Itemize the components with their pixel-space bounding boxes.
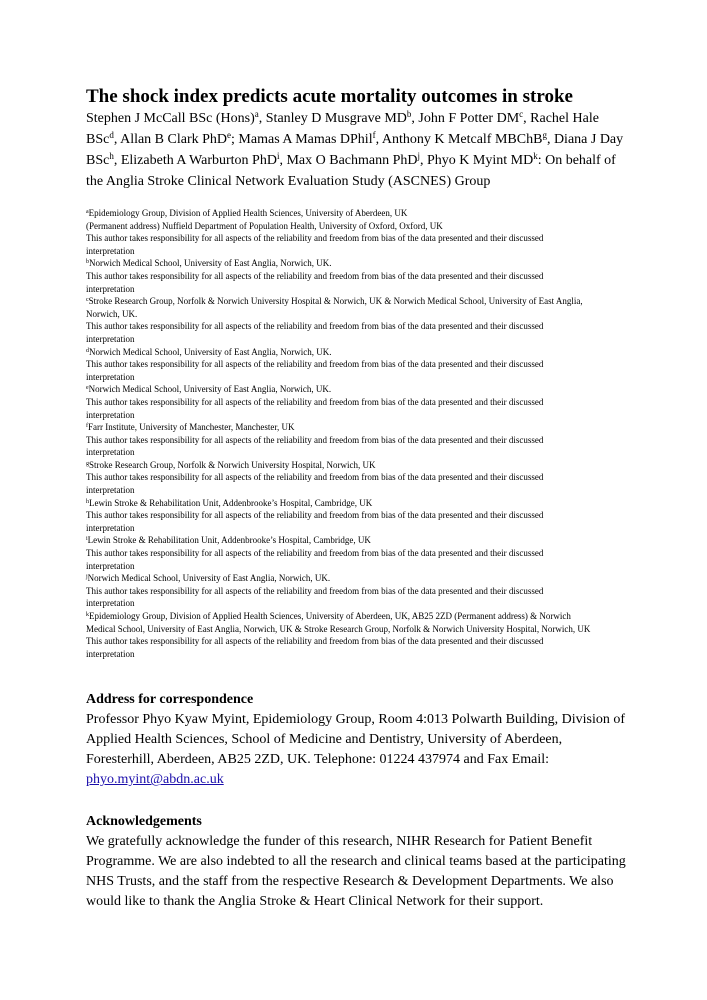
affiliation-entry [86, 207, 626, 257]
author-separator: , [523, 111, 531, 126]
author-name: Allan B Clark PhD [120, 132, 228, 147]
affiliation-marker: a [86, 209, 89, 215]
acknowledgements-section [86, 812, 626, 912]
affiliation-line [86, 333, 626, 346]
author-separator: , [113, 132, 121, 147]
author-name: Diana J Day BSc [86, 132, 624, 168]
author-affiliation-marker: k [533, 151, 538, 161]
affiliation-text: This author takes responsibility for all aspects of the reliability and freedom from bias of the data presented and their discussed [86, 321, 544, 332]
affiliation-line [86, 547, 626, 560]
affiliation-text: Farr Institute, University of Manchester, Manchester, UK [88, 422, 295, 433]
affiliation-line [86, 383, 626, 396]
affiliation-text: Norwich, UK. [86, 308, 138, 319]
affiliation-text: interpretation [86, 409, 135, 420]
affiliation-line [86, 207, 626, 220]
affiliation-text: This author takes responsibility for all aspects of the reliability and freedom from bias of the data presented and their discussed [86, 396, 544, 407]
author-items [86, 111, 623, 168]
affiliation-entry [86, 383, 626, 421]
affiliation-text: This author takes responsibility for all aspects of the reliability and freedom from bias of the data presented and their discussed [86, 472, 544, 483]
author-name: Rachel Hale BSc [86, 111, 599, 147]
affiliation-entry [86, 534, 626, 572]
author-affiliation-marker: f [372, 130, 376, 140]
affiliation-line [86, 522, 626, 535]
affiliation-text: Norwich Medical School, University of East Anglia, Norwich, UK. [89, 346, 332, 357]
affiliation-text: This author takes responsibility for all aspects of the reliability and freedom from bias of the data presented and their discussed [86, 636, 544, 647]
author-affiliation-marker: g [542, 130, 547, 140]
author-name: Stephen J McCall BSc (Hons) [86, 111, 255, 126]
affiliation-line [86, 396, 626, 409]
affiliation-line [86, 471, 626, 484]
affiliation-line [86, 245, 626, 258]
affiliation-text: Norwich Medical School, University of East Anglia, Norwich, UK. [87, 573, 331, 584]
affiliation-text: This author takes responsibility for all aspects of the reliability and freedom from bias of the data presented and their discussed [86, 359, 544, 370]
affiliation-text: Norwich Medical School, University of East Anglia, Norwich, UK. [89, 258, 332, 269]
affiliation-line [86, 295, 626, 308]
affiliation-marker: e [86, 385, 89, 392]
affiliation-line [86, 434, 626, 447]
affiliation-line [86, 648, 626, 661]
author-affiliation-marker: d [109, 130, 114, 140]
author-affiliation-marker: i [276, 151, 280, 161]
correspondence-address: Professor Phyo Kyaw Myint, Epidemiology Group, Room 4:013 Polwarth Building, Division of Applied Health Sciences, School of Medicine and Dentistry, University of Aberdeen, Foresterhill, Aberdeen, AB25 2ZD, UK. Telephone: 01224 437974 and Fax Email: [86, 712, 625, 768]
author-name: Phyo K Myint MD [427, 153, 534, 168]
affiliation-entry [86, 295, 626, 345]
affiliation-text: Medical School, University of East Anglia, Norwich, UK & Stroke Research Group, Norfolk & Norwich University Hospital, Norwich, UK [86, 623, 591, 634]
author-affiliation-marker: b [406, 109, 412, 119]
affiliation-line [86, 509, 626, 522]
affiliation-line [86, 257, 626, 270]
affiliation-text: interpretation [86, 371, 135, 382]
affiliation-line [86, 597, 626, 610]
acknowledgements-heading: Acknowledgements [86, 814, 202, 830]
affiliation-text: Lewin Stroke & Rehabilitation Unit, Addenbrooke’s Hospital, Cambridge, UK [87, 535, 371, 546]
author-affiliation-marker: c [519, 109, 524, 119]
affiliation-line [86, 459, 626, 472]
affiliation-text: Stroke Research Group, Norfolk & Norwich University Hospital, Norwich, UK [89, 459, 376, 470]
author-affiliation-marker: h [109, 151, 114, 161]
affiliation-line [86, 585, 626, 598]
affiliation-marker: b [86, 259, 89, 266]
affiliation-line [86, 572, 626, 585]
affiliation-text: interpretation [86, 245, 135, 256]
affiliation-text: Norwich Medical School, University of East Anglia, Norwich, UK. [88, 384, 332, 395]
author-affiliation-marker: a [254, 109, 259, 119]
affiliation-marker: h [86, 498, 89, 505]
paper-title: The shock index predicts acute mortality outcomes in stroke [86, 86, 573, 107]
affiliation-line [86, 320, 626, 333]
author-name: Stanley D Musgrave MD [265, 111, 407, 126]
author-name: Elizabeth A Warburton PhD [120, 153, 277, 168]
affiliation-entry [86, 346, 626, 384]
affiliation-entry [86, 610, 626, 660]
affiliation-entry [86, 421, 626, 459]
affiliation-line [86, 371, 626, 384]
affiliation-list [86, 207, 626, 660]
author-separator: , [279, 153, 287, 168]
affiliation-text: (Permanent address) Nuffield Department of Population Health, University of Oxford, Oxford, UK [86, 220, 443, 231]
affiliation-text: Epidemiology Group, Division of Applied Health Sciences, University of Aberdeen, UK [88, 208, 408, 218]
author-group-note: On behalf of the Anglia Stroke Clinical Network Evaluation Study (ASCNES) Group [86, 153, 616, 189]
acknowledgements-text: We gratefully acknowledge the funder of this research, NIHR Research for Patient Benefit Programme. We are also indebted to all the research and clinical teams based at the participating NHS Trusts, and the staff from the respective Research & Development Departments. We also would like to thank the Anglia Stroke & Heart Clinical Network for their support. [86, 834, 626, 910]
author-list [86, 108, 626, 192]
affiliation-marker: j [86, 574, 88, 581]
paper-page [86, 86, 626, 912]
author-separator: , [375, 132, 382, 147]
author-separator: : [537, 153, 546, 168]
author-name: Max O Bachmann PhD [286, 153, 418, 168]
affiliation-line [86, 232, 626, 245]
author-affiliation-marker: j [417, 151, 421, 161]
affiliation-line [86, 270, 626, 283]
affiliation-line [86, 623, 626, 636]
author-name: Mamas A Mamas DPhil [238, 132, 373, 147]
affiliation-line [86, 358, 626, 371]
affiliation-entry [86, 257, 626, 295]
author-name: John F Potter DM [418, 111, 520, 126]
affiliation-line [86, 446, 626, 459]
affiliation-line [86, 635, 626, 648]
affiliation-marker: k [86, 612, 89, 618]
author-separator: , [411, 111, 419, 126]
affiliation-line [86, 421, 626, 434]
affiliation-text: This author takes responsibility for all aspects of the reliability and freedom from bias of the data presented and their discussed [86, 548, 544, 559]
affiliation-line [86, 610, 626, 623]
affiliation-text: interpretation [86, 598, 135, 609]
affiliation-text: This author takes responsibility for all aspects of the reliability and freedom from bias of the data presented and their discussed [86, 585, 544, 596]
author-affiliation-marker: e [227, 130, 232, 140]
affiliation-line [86, 560, 626, 573]
affiliation-line [86, 308, 626, 321]
affiliation-entry [86, 497, 626, 535]
author-separator: , [420, 153, 428, 168]
affiliation-entry [86, 572, 626, 610]
affiliation-marker: d [86, 347, 89, 354]
affiliation-text: This author takes responsibility for all aspects of the reliability and freedom from bias of the data presented and their discussed [86, 233, 544, 244]
affiliation-text: interpretation [86, 447, 135, 458]
affiliation-text: Stroke Research Group, Norfolk & Norwich University Hospital & Norwich, UK & Norwich Medical School, University of East Anglia, [88, 296, 583, 307]
correspondence-section [86, 690, 626, 790]
affiliation-line [86, 283, 626, 296]
affiliation-line [86, 484, 626, 497]
affiliation-text: interpretation [86, 333, 135, 344]
affiliation-text: interpretation [86, 648, 135, 659]
affiliation-text: interpretation [86, 283, 135, 294]
affiliation-line [86, 220, 626, 233]
correspondence-text [86, 710, 626, 790]
affiliation-line [86, 409, 626, 422]
affiliation-text: This author takes responsibility for all aspects of the reliability and freedom from bias of the data presented and their discussed [86, 270, 544, 281]
affiliation-line [86, 346, 626, 359]
correspondence-email-link[interactable]: phyo.myint@abdn.ac.uk [86, 772, 224, 788]
author-name: Anthony K Metcalf MBChB [381, 132, 543, 147]
affiliation-text: This author takes responsibility for all aspects of the reliability and freedom from bias of the data presented and their discussed [86, 434, 544, 445]
affiliation-marker: f [86, 423, 88, 430]
affiliation-text: Epidemiology Group, Division of Applied Health Sciences, University of Aberdeen, UK, AB25 2ZD (Permanent address) & Norwich [89, 611, 571, 621]
affiliation-marker: i [86, 536, 88, 543]
affiliation-entry [86, 459, 626, 497]
affiliation-line [86, 497, 626, 510]
author-separator: , [113, 153, 121, 168]
author-separator: , [546, 132, 554, 147]
affiliation-marker: g [86, 460, 89, 467]
affiliation-line [86, 534, 626, 547]
affiliation-text: This author takes responsibility for all aspects of the reliability and freedom from bias of the data presented and their discussed [86, 510, 544, 521]
author-separator: ; [231, 132, 239, 147]
affiliation-text: interpretation [86, 560, 135, 571]
author-separator: , [258, 111, 266, 126]
affiliation-text: interpretation [86, 485, 135, 496]
affiliation-text: interpretation [86, 522, 135, 533]
correspondence-heading: Address for correspondence [86, 692, 254, 708]
affiliation-text: Lewin Stroke & Rehabilitation Unit, Addenbrooke’s Hospital, Cambridge, UK [89, 497, 373, 508]
affiliation-marker: c [86, 297, 89, 304]
